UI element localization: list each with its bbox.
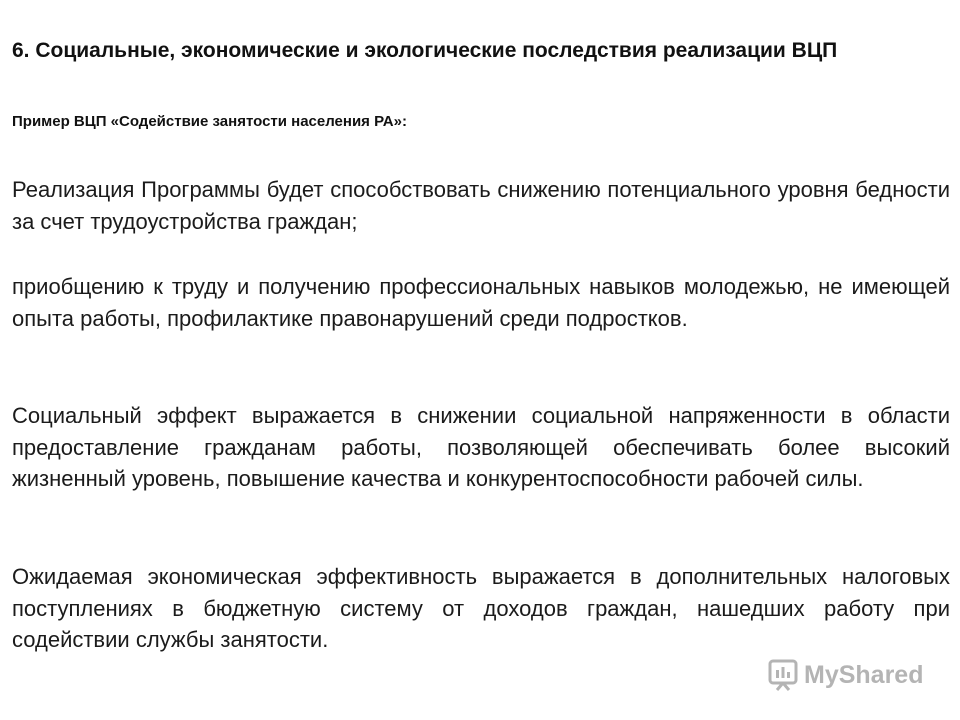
paragraph-poverty-reduction: Реализация Программы будет способствовать снижению потенциального уровня бедности за счет трудоустройства граждан; [12,177,950,234]
paragraph-economic-effect: Ожидаемая экономическая эффективность выражается в дополнительных налоговых поступлениях в бюджетную систему от доходов граждан, нашедших работу при содействии службы занятости. [12,564,950,652]
paragraph-social-effect: Социальный эффект выражается в снижении социальной напряженности в области предоставление гражданам работы, позволяющей обеспечивать более высокий жизненный уровень, повышение качества и конкурентоспособности рабочей силы. [12,403,950,491]
watermark-logo [766,657,923,693]
slide-title: 6. Социальные, экономические и экологические последствия реализации ВЦП [12,39,838,62]
paragraph-youth-employment: приобщению к труду и получению профессиональных навыков молодежью, не имеющей опыта работы, профилактике правонарушений среди подростков. [12,274,950,331]
watermark-text: MyShared [804,660,924,689]
presentation-board-icon [766,658,800,692]
slide-subtitle: Пример ВЦП «Содействие занятости населения РА»: [12,113,407,130]
